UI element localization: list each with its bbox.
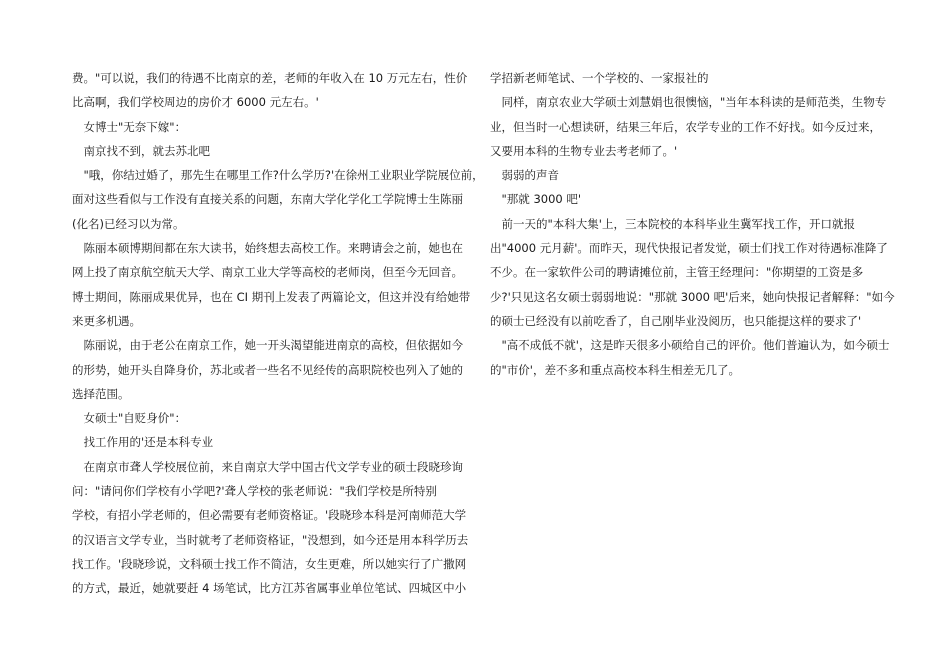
text-line: 陈丽说，由于老公在南京工作，她一开头渴望能进南京的高校，但依据如今 [72, 338, 463, 353]
text-line: 面对这些看似与工作没有直接关系的问题，东南大学化学化工学院博士生陈丽 [72, 192, 463, 207]
text-line: 的形势，她开头自降身价，苏北或者一些名不见经传的高职院校也列入了她的 [72, 362, 463, 377]
text-line: 比高啊，我们学校周边的房价才 6000 元左右。' [72, 95, 319, 110]
text-line: "哦，你结过婚了，那先生在哪里工作?什么学历?'在徐州工业职业学院展位前， [72, 168, 484, 183]
subheading: 女硕士"自贬身价"： [72, 411, 187, 426]
text-line: (化名)已经习以为常。 [72, 216, 185, 231]
text-line: 学招新老师笔试、一个学校的、一家报社的 [490, 71, 709, 85]
text-line: 陈丽本硕博期间都在东大读书，始终想去高校工作。来聘请会之前，她也在 [72, 241, 463, 256]
text-line: 选择范围。 [72, 386, 130, 401]
text-line: 业，但当时一心想读研，结果三年后，农学专业的工作不好找。如今反过来， [490, 119, 881, 134]
text-line: 的方式，最近，她就要赶 4 场笔试，比方江苏省属事业单位笔试、四城区中小 [72, 581, 467, 596]
text-line: 同样，南京农业大学硕士刘慧娟也很懊恼，"当年本科读的是师范类，生物专 [490, 95, 887, 110]
subheading: 南京找不到，就去苏北吧 [72, 143, 210, 158]
subheading: 女博士"无奈下嫁"： [72, 119, 187, 134]
text-line: 的硕士已经没有以前吃香了，自己刚毕业没阅历，也只能提这样的要求了' [490, 313, 862, 328]
text-line: 费。"可以说，我们的待遇不比南京的差，老师的年收入在 10 万元左右，性价 [72, 71, 468, 85]
text-line: 出"4000 元月薪'。而昨天，现代快报记者发觉，硕士们找工作对待遇标准降了 [490, 241, 888, 256]
text-line: 不少。在一家软件公司的聘请摊位前，主管王经理问："你期望的工资是多 [490, 265, 864, 280]
text-line: 又要用本科的生物专业去考老师了。' [490, 143, 678, 158]
text-line: 网上投了南京航空航天大学、南京工业大学等高校的老师岗，但至今无回音。 [72, 265, 463, 280]
text-line: 找工作。'段晓珍说，文科硕士找工作不简洁，女生更难，所以她实行了广撒网 [72, 556, 467, 571]
subheading: 弱弱的声音 [490, 168, 559, 183]
text-line: 博士期间，陈丽成果优异，也在 CI 期刊上发表了两篇论文，但这并没有给她带 [72, 289, 471, 304]
text-line: 的汉语言文学专业，当时就考了老师资格证，"没想到，如今还是用本科学历去 [72, 532, 469, 547]
text-line: 前一天的"本科大集'上，三本院校的本科毕业生冀军找工作，开口就报 [490, 216, 855, 231]
text-line: 的"市价'，差不多和重点高校本科生相差无几了。 [490, 362, 740, 377]
subheading: "那就 3000 吧' [490, 192, 582, 207]
text-line: 问："请问你们学校有小学吧?'聋人学校的张老师说："我们学校是所特别 [72, 484, 437, 499]
left-column [72, 66, 484, 601]
text-line: "高不成低不就'，这是昨天很多小硕给自己的评价。他们普遍认为，如今硕士 [490, 338, 890, 353]
right-column [490, 66, 895, 382]
text-line: 来更多机遇。 [72, 313, 141, 328]
text-line: 学校，有招小学老师的，但必需要有老师资格证。'段晓珍本科是河南师范大学 [72, 508, 467, 523]
text-line: 少?'只见这名女硕士弱弱地说："那就 3000 吧'后来，她向快报记者解释："如今 [490, 289, 895, 304]
subheading: 找工作用的'还是本科专业 [72, 435, 214, 450]
text-line: 在南京市聋人学校展位前，来自南京大学中国古代文学专业的硕士段晓珍询 [72, 459, 463, 474]
